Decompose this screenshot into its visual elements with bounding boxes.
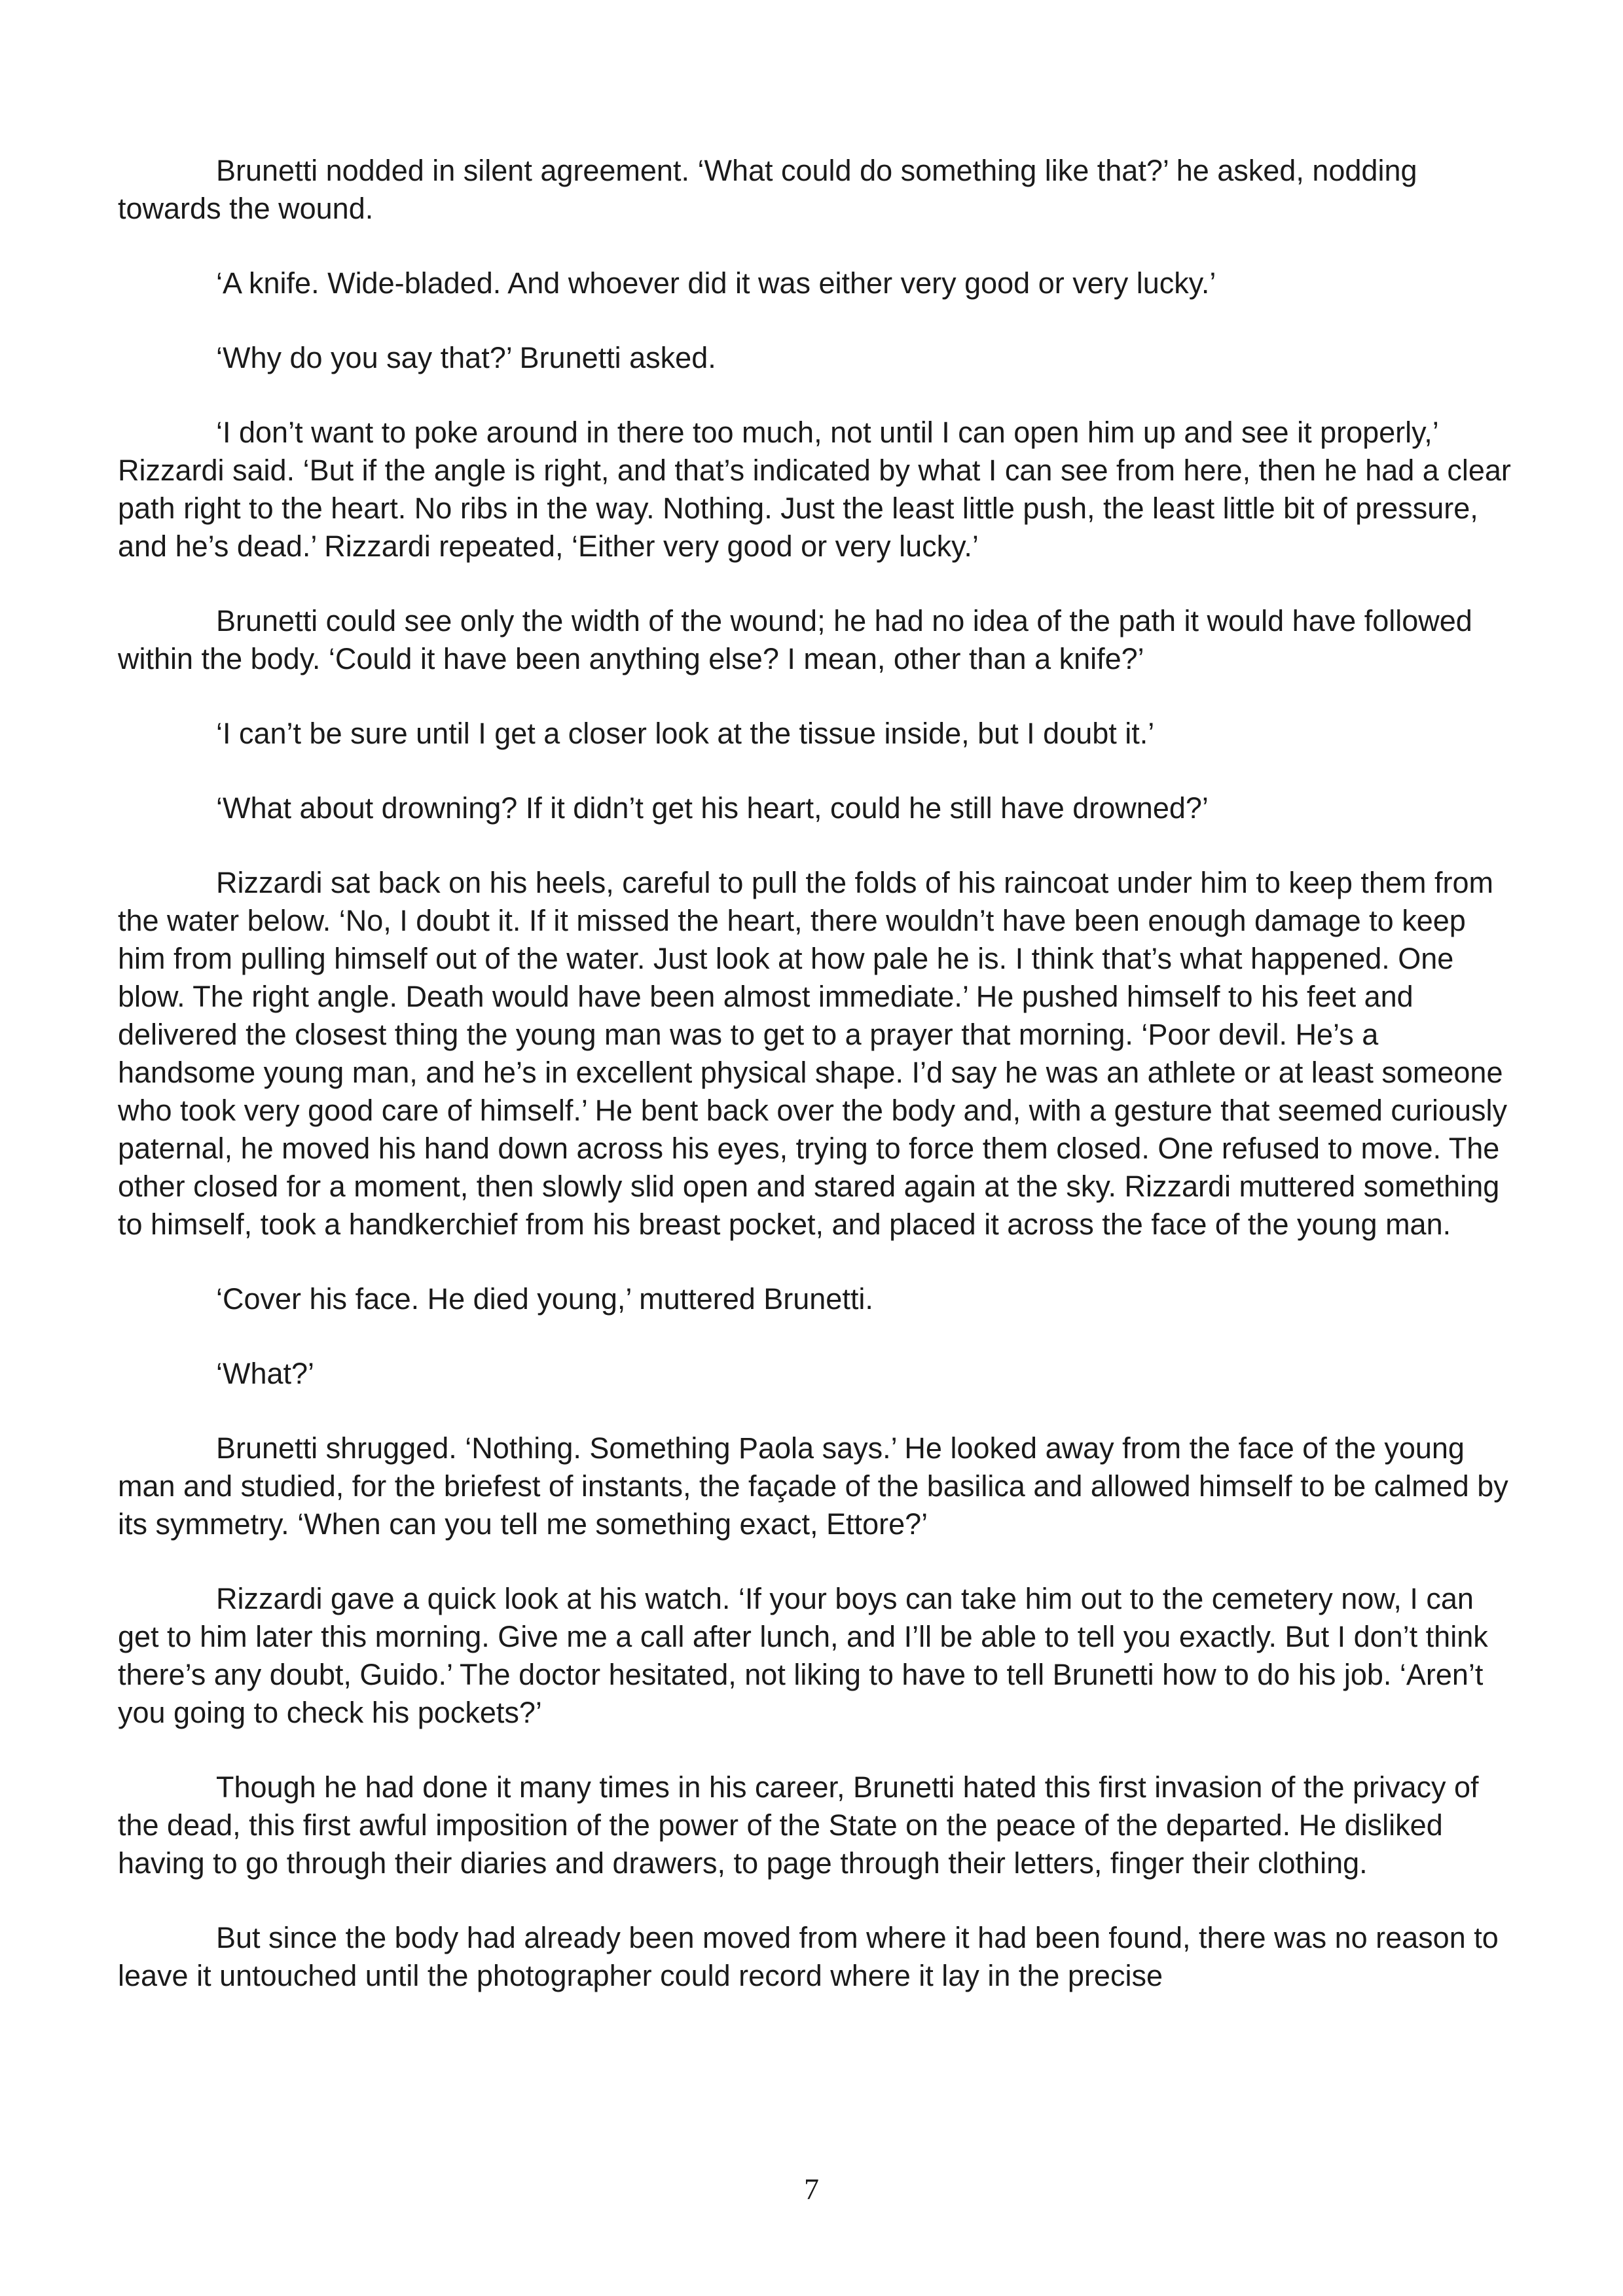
paragraph: Brunetti shrugged. ‘Nothing. Something Paola says.’ He looked away from the face of the young man and studied, for the briefest of instants, the façade of the basilica and allowed himself to be calmed by its symmetry. ‘When can you tell me something exact, Ettore?’ bbox=[118, 1431, 1508, 1541]
paragraph: ‘Cover his face. He died young,’ muttered Brunetti. bbox=[216, 1282, 873, 1316]
page-number: 7 bbox=[804, 2172, 819, 2206]
paragraph: ‘What about drowning? If it didn’t get his heart, could he still have drowned?’ bbox=[216, 791, 1209, 825]
paragraph: ‘A knife. Wide-bladed. And whoever did it was either very good or very lucky.’ bbox=[216, 266, 1216, 300]
paragraph: Rizzardi gave a quick look at his watch. ‘If your boys can take him out to the cemetery now, I can get to him later this morning. Give me a call after lunch, and I’ll be able to tell you exactly. But I don’t think there’s any doubt, Guido.’ The doctor hesitated, not liking to have to tell Brunetti how to do his job. ‘Aren’t you going to check his pockets?’ bbox=[118, 1582, 1488, 1729]
paragraph: ‘Why do you say that?’ Brunetti asked. bbox=[216, 341, 716, 374]
page-body bbox=[118, 152, 1520, 2032]
paragraph: Brunetti nodded in silent agreement. ‘What could do something like that?’ he asked, nodding towards the wound. bbox=[118, 154, 1417, 225]
paragraph: ‘I don’t want to poke around in there too much, not until I can open him up and see it properly,’ Rizzardi said. ‘But if the angle is right, and that’s indicated by what I can see from here, then he had a clear path right to the heart. No ribs in the way. Nothing. Just the least little push, the least little bit of pressure, and he’s dead.’ Rizzardi repeated, ‘Either very good or very lucky.’ bbox=[118, 416, 1511, 563]
paragraph: Brunetti could see only the width of the wound; he had no idea of the path it would have followed within the body. ‘Could it have been anything else? I mean, other than a knife?’ bbox=[118, 604, 1472, 675]
paragraph: But since the body had already been moved from where it had been found, there was no reason to leave it untouched until the photographer could record where it lay in the precise bbox=[118, 1921, 1499, 1992]
paragraph: Though he had done it many times in his career, Brunetti hated this first invasion of the privacy of the dead, this first awful imposition of the power of the State on the peace of the departed. He disliked having to go through their diaries and drawers, to page through their letters, finger their clothing. bbox=[118, 1770, 1479, 1880]
paragraph: ‘I can’t be sure until I get a closer look at the tissue inside, but I doubt it.’ bbox=[216, 717, 1155, 750]
paragraph: ‘What?’ bbox=[216, 1357, 315, 1390]
paragraph: Rizzardi sat back on his heels, careful to pull the folds of his raincoat under him to keep them from the water below. ‘No, I doubt it. If it missed the heart, there wouldn’t have been enough damage to keep him from pulling himself out of the water. Just look at how pale he is. I think that’s what happened. One blow. The right angle. Death would have been almost immediate.’ He pushed himself to his feet and delivered the closest thing the young man was to get to a prayer that morning. ‘Poor devil. He’s a handsome young man, and he’s in excellent physical shape. I’d say he was an athlete or at least someone who took very good care of himself.’ He bent back over the body and, with a gesture that seemed curiously paternal, he moved his hand down across his eyes, trying to force them closed. One refused to move. The other closed for a moment, then slowly slid open and stared again at the sky. Rizzardi muttered something to himself, took a handkerchief from his breast pocket, and placed it across the face of the young man. bbox=[118, 866, 1507, 1241]
